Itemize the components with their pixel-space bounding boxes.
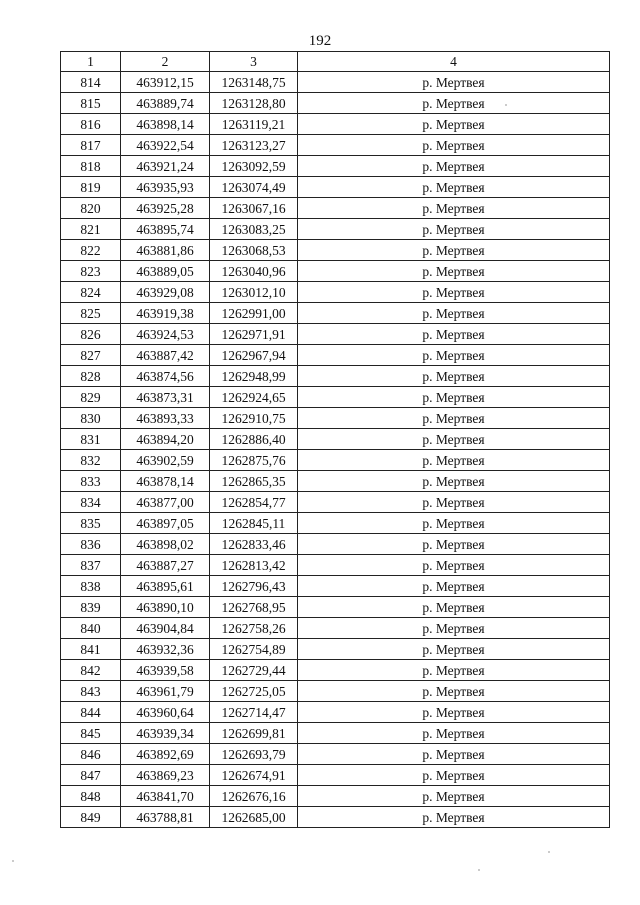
description-cell: р. Мертвея	[298, 114, 610, 135]
y-coordinate-cell: 1263074,49	[210, 177, 298, 198]
scan-speck	[505, 104, 507, 106]
x-coordinate-cell: 463939,58	[121, 660, 210, 681]
x-coordinate-cell: 463897,05	[121, 513, 210, 534]
x-coordinate-cell: 463878,14	[121, 471, 210, 492]
y-coordinate-cell: 1262699,81	[210, 723, 298, 744]
description-cell: р. Мертвея	[298, 93, 610, 114]
y-coordinate-cell: 1262674,91	[210, 765, 298, 786]
y-coordinate-cell: 1262845,11	[210, 513, 298, 534]
y-coordinate-cell: 1262725,05	[210, 681, 298, 702]
point-number-cell: 824	[61, 282, 121, 303]
x-coordinate-cell: 463892,69	[121, 744, 210, 765]
x-coordinate-cell: 463935,93	[121, 177, 210, 198]
description-cell: р. Мертвея	[298, 681, 610, 702]
table-row	[61, 786, 610, 807]
y-coordinate-cell: 1262714,47	[210, 702, 298, 723]
point-number-cell: 833	[61, 471, 121, 492]
table-row	[61, 219, 610, 240]
table-row	[61, 471, 610, 492]
y-coordinate-cell: 1262948,99	[210, 366, 298, 387]
x-coordinate-cell: 463881,86	[121, 240, 210, 261]
y-coordinate-cell: 1263040,96	[210, 261, 298, 282]
x-coordinate-cell: 463904,84	[121, 618, 210, 639]
table-row	[61, 93, 610, 114]
y-coordinate-cell: 1262967,94	[210, 345, 298, 366]
table-header	[61, 52, 610, 72]
point-number-cell: 839	[61, 597, 121, 618]
y-coordinate-cell: 1262693,79	[210, 744, 298, 765]
table-row	[61, 492, 610, 513]
point-number-cell: 842	[61, 660, 121, 681]
description-cell: р. Мертвея	[298, 135, 610, 156]
table-row	[61, 576, 610, 597]
table-row	[61, 387, 610, 408]
y-coordinate-cell: 1263068,53	[210, 240, 298, 261]
table-row	[61, 807, 610, 828]
y-coordinate-cell: 1262875,76	[210, 450, 298, 471]
x-coordinate-cell: 463841,70	[121, 786, 210, 807]
point-number-cell: 817	[61, 135, 121, 156]
header-col-4: 4	[298, 52, 610, 72]
header-col-3: 3	[210, 52, 298, 72]
x-coordinate-cell: 463960,64	[121, 702, 210, 723]
x-coordinate-cell: 463922,54	[121, 135, 210, 156]
x-coordinate-cell: 463889,74	[121, 93, 210, 114]
point-number-cell: 814	[61, 72, 121, 93]
y-coordinate-cell: 1263083,25	[210, 219, 298, 240]
x-coordinate-cell: 463890,10	[121, 597, 210, 618]
description-cell: р. Мертвея	[298, 765, 610, 786]
y-coordinate-cell: 1262833,46	[210, 534, 298, 555]
y-coordinate-cell: 1262754,89	[210, 639, 298, 660]
point-number-cell: 843	[61, 681, 121, 702]
x-coordinate-cell: 463929,08	[121, 282, 210, 303]
header-row	[61, 52, 610, 72]
table-row	[61, 177, 610, 198]
description-cell: р. Мертвея	[298, 177, 610, 198]
y-coordinate-cell: 1262971,91	[210, 324, 298, 345]
y-coordinate-cell: 1262854,77	[210, 492, 298, 513]
table-row	[61, 555, 610, 576]
y-coordinate-cell: 1263128,80	[210, 93, 298, 114]
point-number-cell: 834	[61, 492, 121, 513]
table-row	[61, 114, 610, 135]
y-coordinate-cell: 1262813,42	[210, 555, 298, 576]
y-coordinate-cell: 1262991,00	[210, 303, 298, 324]
description-cell: р. Мертвея	[298, 345, 610, 366]
x-coordinate-cell: 463895,61	[121, 576, 210, 597]
y-coordinate-cell: 1262729,44	[210, 660, 298, 681]
point-number-cell: 840	[61, 618, 121, 639]
table-row	[61, 681, 610, 702]
description-cell: р. Мертвея	[298, 387, 610, 408]
table-row	[61, 513, 610, 534]
point-number-cell: 825	[61, 303, 121, 324]
table-row	[61, 723, 610, 744]
y-coordinate-cell: 1262768,95	[210, 597, 298, 618]
description-cell: р. Мертвея	[298, 72, 610, 93]
point-number-cell: 823	[61, 261, 121, 282]
y-coordinate-cell: 1262865,35	[210, 471, 298, 492]
point-number-cell: 841	[61, 639, 121, 660]
table-row	[61, 198, 610, 219]
x-coordinate-cell: 463889,05	[121, 261, 210, 282]
table-row	[61, 156, 610, 177]
table-row	[61, 240, 610, 261]
y-coordinate-cell: 1262910,75	[210, 408, 298, 429]
x-coordinate-cell: 463919,38	[121, 303, 210, 324]
point-number-cell: 828	[61, 366, 121, 387]
y-coordinate-cell: 1263092,59	[210, 156, 298, 177]
table-row	[61, 765, 610, 786]
x-coordinate-cell: 463869,23	[121, 765, 210, 786]
description-cell: р. Мертвея	[298, 219, 610, 240]
x-coordinate-cell: 463898,02	[121, 534, 210, 555]
description-cell: р. Мертвея	[298, 555, 610, 576]
description-cell: р. Мертвея	[298, 408, 610, 429]
y-coordinate-cell: 1262886,40	[210, 429, 298, 450]
point-number-cell: 831	[61, 429, 121, 450]
description-cell: р. Мертвея	[298, 156, 610, 177]
description-cell: р. Мертвея	[298, 492, 610, 513]
point-number-cell: 819	[61, 177, 121, 198]
header-col-1: 1	[61, 52, 121, 72]
table-row	[61, 429, 610, 450]
x-coordinate-cell: 463887,27	[121, 555, 210, 576]
table-row	[61, 366, 610, 387]
point-number-cell: 820	[61, 198, 121, 219]
description-cell: р. Мертвея	[298, 639, 610, 660]
point-number-cell: 822	[61, 240, 121, 261]
table-row	[61, 618, 610, 639]
x-coordinate-cell: 463877,00	[121, 492, 210, 513]
table-row	[61, 303, 610, 324]
description-cell: р. Мертвея	[298, 429, 610, 450]
x-coordinate-cell: 463788,81	[121, 807, 210, 828]
x-coordinate-cell: 463961,79	[121, 681, 210, 702]
description-cell: р. Мертвея	[298, 618, 610, 639]
y-coordinate-cell: 1263148,75	[210, 72, 298, 93]
description-cell: р. Мертвея	[298, 261, 610, 282]
table-row	[61, 408, 610, 429]
description-cell: р. Мертвея	[298, 513, 610, 534]
table-row	[61, 597, 610, 618]
description-cell: р. Мертвея	[298, 807, 610, 828]
point-number-cell: 847	[61, 765, 121, 786]
point-number-cell: 844	[61, 702, 121, 723]
x-coordinate-cell: 463887,42	[121, 345, 210, 366]
point-number-cell: 821	[61, 219, 121, 240]
point-number-cell: 849	[61, 807, 121, 828]
table-body	[61, 72, 610, 828]
table-row	[61, 702, 610, 723]
description-cell: р. Мертвея	[298, 660, 610, 681]
description-cell: р. Мертвея	[298, 702, 610, 723]
x-coordinate-cell: 463912,15	[121, 72, 210, 93]
x-coordinate-cell: 463873,31	[121, 387, 210, 408]
point-number-cell: 816	[61, 114, 121, 135]
point-number-cell: 826	[61, 324, 121, 345]
y-coordinate-cell: 1262685,00	[210, 807, 298, 828]
point-number-cell: 836	[61, 534, 121, 555]
table-row	[61, 324, 610, 345]
point-number-cell: 827	[61, 345, 121, 366]
table-row	[61, 639, 610, 660]
point-number-cell: 846	[61, 744, 121, 765]
point-number-cell: 832	[61, 450, 121, 471]
description-cell: р. Мертвея	[298, 240, 610, 261]
point-number-cell: 835	[61, 513, 121, 534]
x-coordinate-cell: 463874,56	[121, 366, 210, 387]
table-row	[61, 660, 610, 681]
description-cell: р. Мертвея	[298, 786, 610, 807]
x-coordinate-cell: 463921,24	[121, 156, 210, 177]
table-row	[61, 534, 610, 555]
table-row	[61, 261, 610, 282]
y-coordinate-cell: 1262758,26	[210, 618, 298, 639]
description-cell: р. Мертвея	[298, 723, 610, 744]
x-coordinate-cell: 463895,74	[121, 219, 210, 240]
y-coordinate-cell: 1263012,10	[210, 282, 298, 303]
header-col-2: 2	[121, 52, 210, 72]
scan-speck	[478, 869, 480, 871]
y-coordinate-cell: 1263067,16	[210, 198, 298, 219]
point-number-cell: 837	[61, 555, 121, 576]
description-cell: р. Мертвея	[298, 744, 610, 765]
table-row	[61, 345, 610, 366]
table-row	[61, 135, 610, 156]
x-coordinate-cell: 463925,28	[121, 198, 210, 219]
scan-speck	[12, 860, 14, 862]
description-cell: р. Мертвея	[298, 324, 610, 345]
table-row	[61, 450, 610, 471]
description-cell: р. Мертвея	[298, 198, 610, 219]
table-row	[61, 72, 610, 93]
scan-speck	[548, 851, 550, 853]
point-number-cell: 818	[61, 156, 121, 177]
page-number: 192	[308, 33, 332, 49]
x-coordinate-cell: 463939,34	[121, 723, 210, 744]
x-coordinate-cell: 463898,14	[121, 114, 210, 135]
y-coordinate-cell: 1262676,16	[210, 786, 298, 807]
point-number-cell: 845	[61, 723, 121, 744]
x-coordinate-cell: 463902,59	[121, 450, 210, 471]
description-cell: р. Мертвея	[298, 450, 610, 471]
x-coordinate-cell: 463893,33	[121, 408, 210, 429]
description-cell: р. Мертвея	[298, 282, 610, 303]
table-row	[61, 744, 610, 765]
y-coordinate-cell: 1263123,27	[210, 135, 298, 156]
description-cell: р. Мертвея	[298, 597, 610, 618]
point-number-cell: 848	[61, 786, 121, 807]
x-coordinate-cell: 463894,20	[121, 429, 210, 450]
x-coordinate-cell: 463932,36	[121, 639, 210, 660]
description-cell: р. Мертвея	[298, 534, 610, 555]
point-number-cell: 838	[61, 576, 121, 597]
y-coordinate-cell: 1263119,21	[210, 114, 298, 135]
coordinates-table	[60, 51, 610, 828]
x-coordinate-cell: 463924,53	[121, 324, 210, 345]
description-cell: р. Мертвея	[298, 366, 610, 387]
y-coordinate-cell: 1262924,65	[210, 387, 298, 408]
description-cell: р. Мертвея	[298, 303, 610, 324]
point-number-cell: 830	[61, 408, 121, 429]
point-number-cell: 829	[61, 387, 121, 408]
table-row	[61, 282, 610, 303]
description-cell: р. Мертвея	[298, 576, 610, 597]
y-coordinate-cell: 1262796,43	[210, 576, 298, 597]
point-number-cell: 815	[61, 93, 121, 114]
description-cell: р. Мертвея	[298, 471, 610, 492]
